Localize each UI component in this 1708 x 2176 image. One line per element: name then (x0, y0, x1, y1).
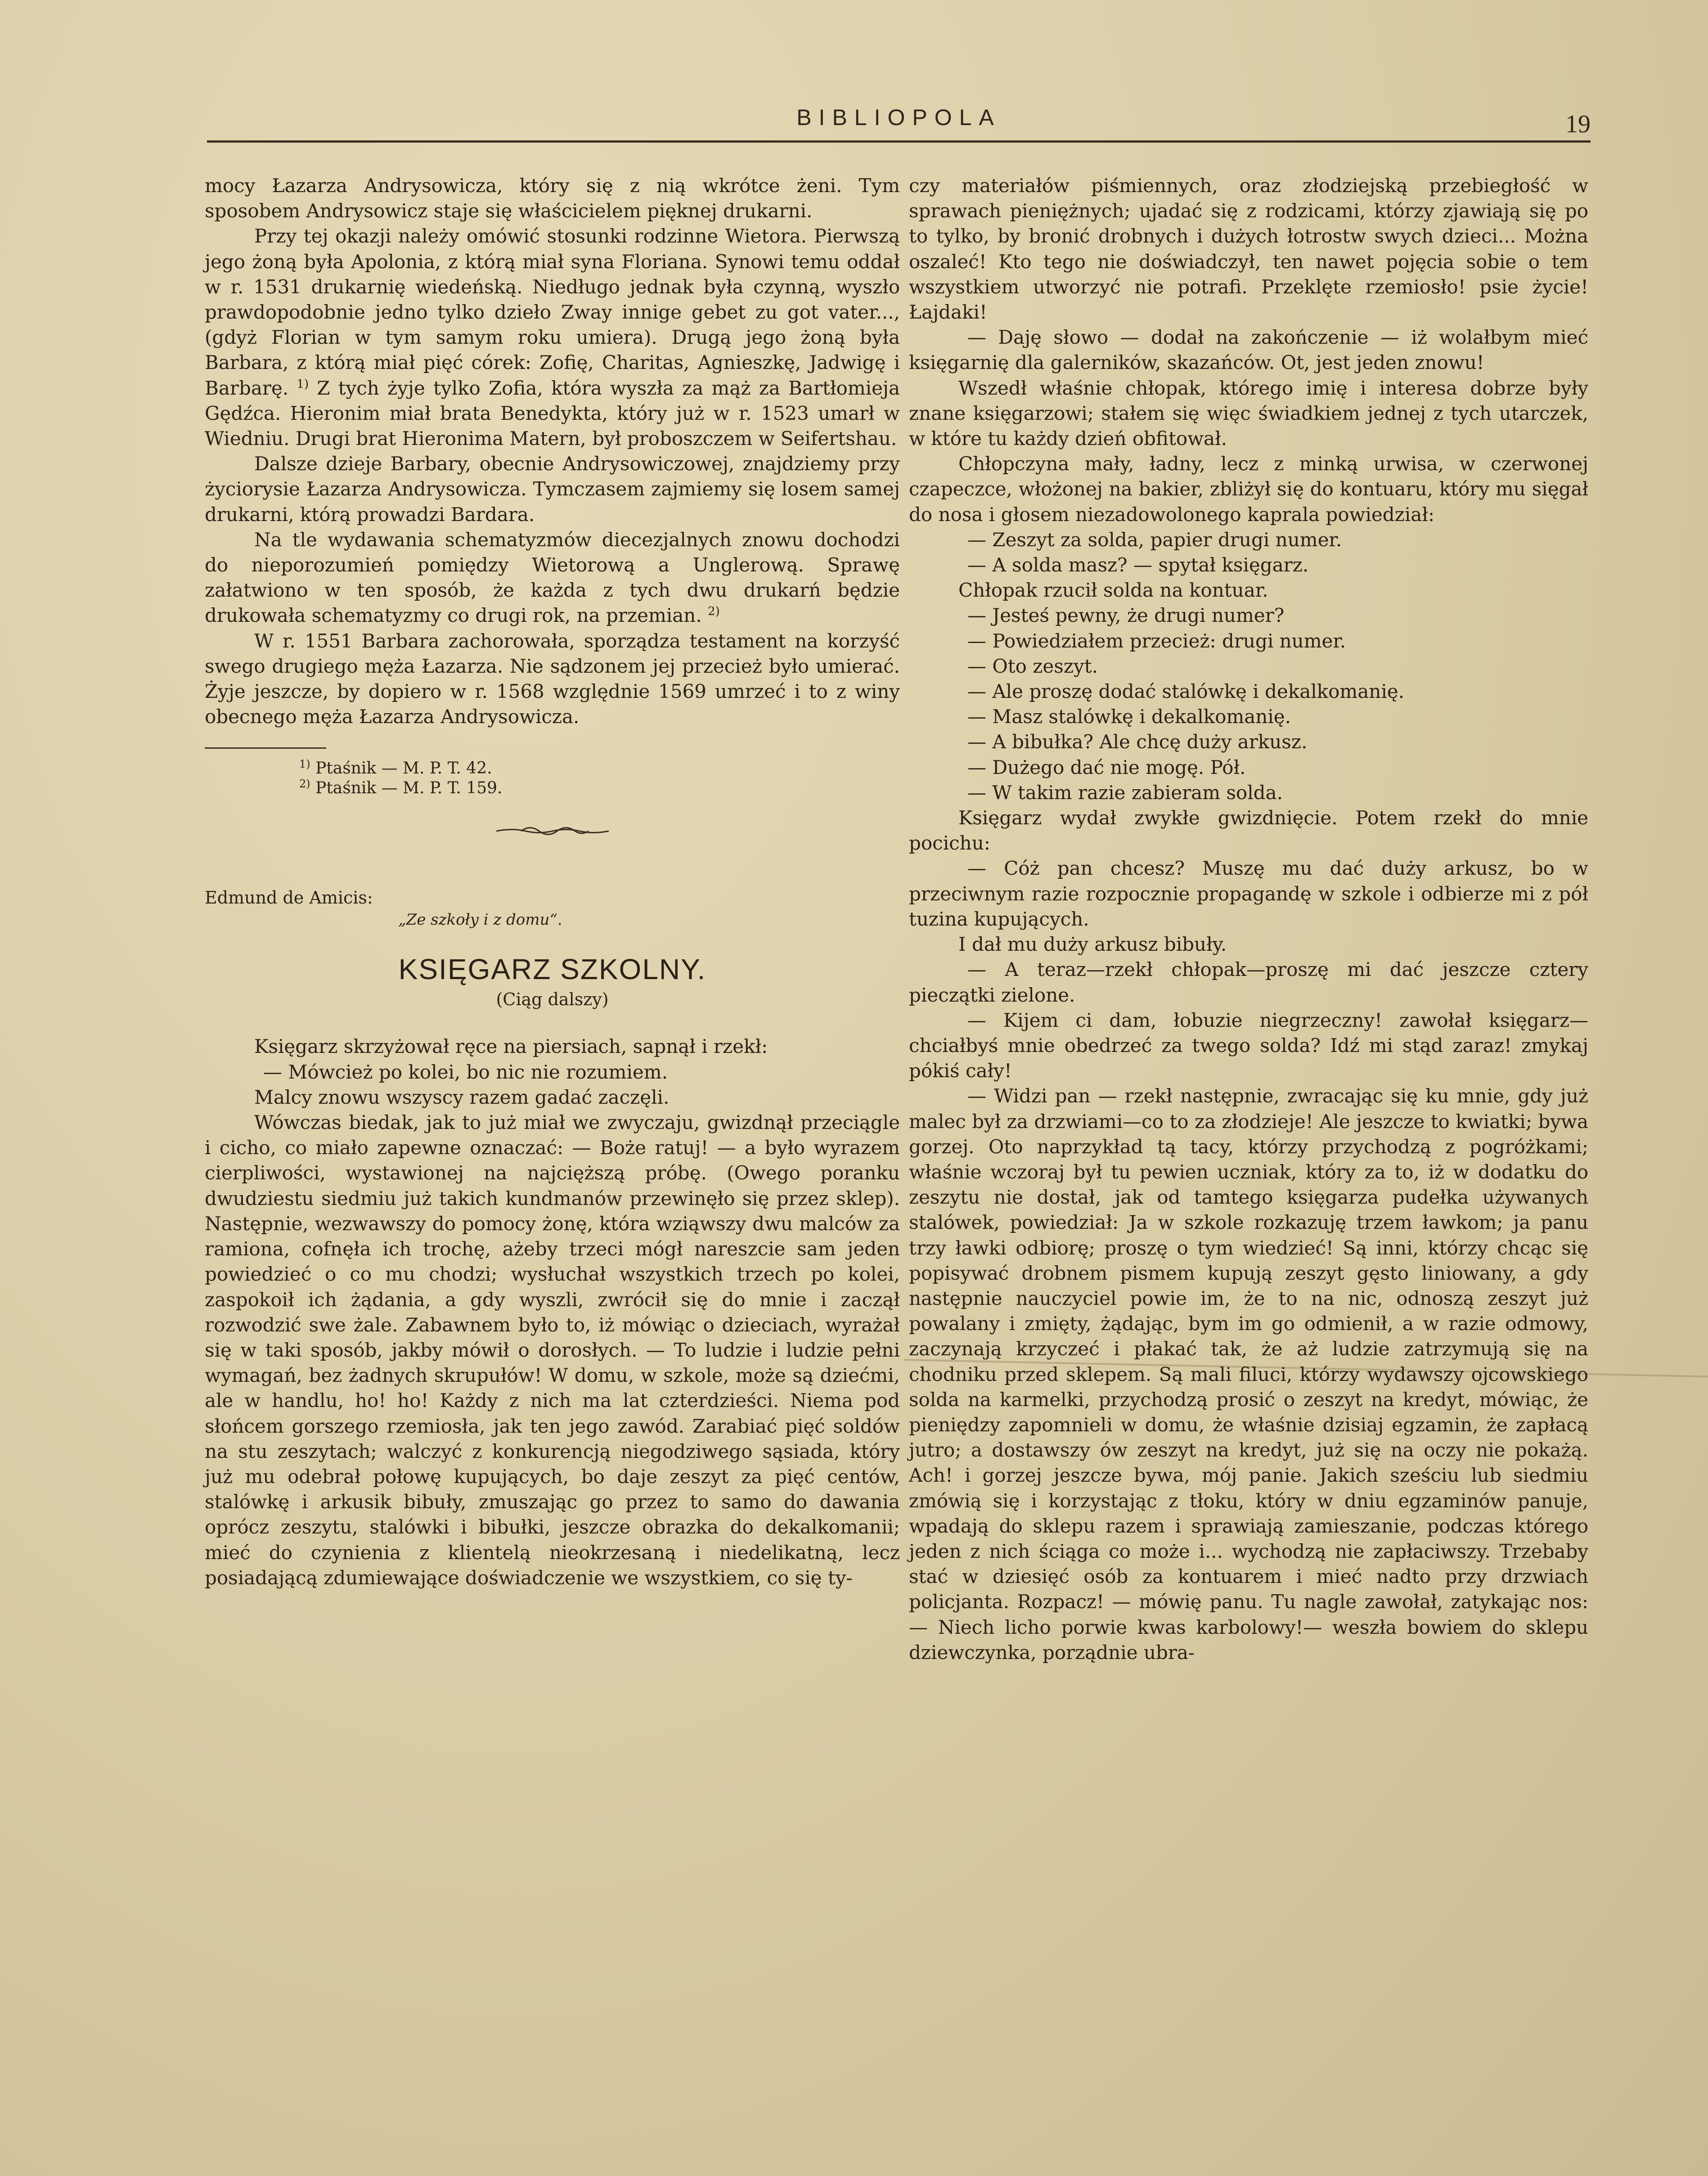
paragraph: Malcy znowu wszyscy razem gadać zaczęli. (254, 1086, 670, 1108)
footnote-ref: 2) (708, 605, 720, 619)
dialog-line: — Oto zeszyt. (967, 655, 1098, 677)
footnote-rule (205, 747, 326, 749)
dialog-line: — Dużego dać nie mogę. Pół. (967, 756, 1246, 778)
paragraph: Dalsze dzieje Barbary, obecnie Andrysowiczowej, znajdziemy przy życiorysie Łazarza Andrysowicza. Tymczasem zajmiemy się losem samej drukarni, którą prowadzi Bardara. (205, 453, 900, 526)
dialog-line: — Cóż pan chcesz? Muszę mu dać duży arkusz, bo w przeciwnym razie rozpocznie propagandę w szkole i odbierze mi z pół tuzina kupujących. (909, 857, 1588, 930)
page-header (207, 104, 1591, 145)
paragraph: Na tle wydawania schematyzmów diecezjalnych znowu dochodzi do nieporozumień pomiędzy Wietorową a Unglerową. Sprawę załatwiono w ten sposób, że każda z tych dwu drukarń będzie drukowała schematyzmy co drugi rok, na przemian. $^{2)}$ (205, 528, 900, 627)
dialog-line: — Masz stalówkę i dekalkomanię. (967, 706, 1291, 728)
paragraph: Wszedł właśnie chłopak, którego imię i interesa dobrze były znane księgarzowi; stałem się więc świadkiem jednej z tych utarczek, w które tu każdy dzień obfitował. (909, 377, 1588, 450)
footnote-ref: 1) (297, 377, 309, 391)
paragraph: mocy Łazarza Andrysowicza, który się z nią wkrótce żeni. Tym sposobem Andrysowicz staje się właścicielem pięknej drukarni. (205, 175, 900, 222)
ornament-icon (494, 820, 611, 842)
paragraph: Chłopczyna mały, ładny, lecz z minką urwisa, w czerwonej czapeczce, włożonej na bakier, zbliżył się do kontuaru, który mu sięgał do nosa i głosem niezadowolonego kaprala powiedział: (909, 453, 1588, 526)
article-subtitle: (Ciąg dalszy) (496, 989, 609, 1010)
dialog-line: — Ale proszę dodać stalówkę i dekalkomanię. (967, 680, 1404, 703)
dialog-line: — Kijem ci dam, łobuzie niegrzeczny! zawołał księgarz—chciałbyś mnie obedrzeć za twego solda? Idź mi stąd zaraz! zmykaj pókiś cały! (909, 1009, 1588, 1082)
header-rule (207, 140, 1591, 143)
dialog-line: — A teraz—rzekł chłopak—proszę mi dać jeszcze cztery pieczątki zielone. (909, 958, 1588, 1006)
dialog-line: — W takim razie zabieram solda. (967, 781, 1283, 804)
paragraph: I dał mu duży arkusz bibuły. (958, 933, 1227, 956)
work-title: „Ze szkoły i z domu“. (398, 911, 562, 929)
dialog-line: — Widzi pan — rzekł następnie, zwracając się ku mnie, gdy już malec był za drzwiami—co to za złodzieje! Ale jeszcze to kwiatki; bywa gorzej. Oto naprzykład tą tacy, którzy przychodzą z pogróżkami; właśnie wczoraj był tu pewien uczniak, który za to, iż w dodatku do zeszytu nie dostał, jak od tamtego księgarza pudełka używanych stalówek, powiedział: Ja w szkole rozkazuję trzem ławkom; ja panu trzy ławki odbiorę; proszę o tym wiedzieć! Są inni, którzy chcąc się popisywać drobnem pismem kupują zeszyt gęsto liniowany, a gdy następnie nauczyciel powie im, że to na nic, odnoszą zeszyt już powalany i zmięty, żądając, bym im go odmienił, a w razie odmowy, zaczynają krzyczeć i płakać tak, że aż ludzie zatrzymują się na chodniku przed sklepem. Są mali filuci, którzy wydawszy ojcowskiego solda na karmelki, przychodzą prosić o zeszyt na kredyt, mówiąc, że pieniędzy zapomnieli w domu, że właśnie dzisiaj egzamin, że zapłacą jutro; a dostawszy ów zeszyt na kredyt, już się na oczy nie pokażą. Ach! i gorzej jeszcze bywa, mój panie. Jakich sześciu lub siedmiu zmówią się i korzystając z tłoku, który w dniu egzaminów panuje, wpadają do sklepu razem i sprawiają zamieszanie, podczas którego jeden z nich ściąga co może i... wychodzą nie zapłaciwszy. Trzebaby stać w dziesięć osób za kontuarem i mieć nadto przy drzwiach policjanta. Rozpacz! — mówię panu. Tu nagle zawołał, zatykając nos: — Niech licho porwie kwas karbolowy!— weszła bowiem do sklepu dziewczynka, porządnie ubra- (909, 1085, 1588, 1663)
dialog-line: — Mówcież po kolei, bo nic nie rozumiem. (263, 1061, 668, 1083)
dialog-line: Chłopak rzucił solda na kontuar. (958, 579, 1268, 602)
dialog-line: — Zeszyt za solda, papier drugi numer. (967, 528, 1342, 551)
page-number: 19 (1565, 110, 1591, 138)
dialog-line: — Jesteś pewny, że drugi numer? (967, 604, 1285, 627)
dialog-line: — A bibułka? Ale chcę duży arkusz. (967, 731, 1308, 753)
paragraph: Przy tej okazji należy omówić stosunki rodzinne Wietora. Pierwszą jego żoną była Apolonia, z którą miał syna Floriana. Synowi temu oddał w r. 1531 drukarnię wiedeńską. Niedługo jednak była czynną, wyszło prawdopodobnie jedno tylko dzieło Zway innige gebet zu got vater..., (gdyż Florian w tym samym roku umiera). Drugą jego żoną była Barbara, z którą miał pięć córek: Zofię, Charitas, Agnieszkę, Jadwigę i Barbarę. $^{1)}$ Z tych żyje tylko Zofia, która wyszła za mąż za Bartłomieja Gędźca. Hieronim miał brata Benedykta, który już w r. 1523 umarł w Wiedniu. Drugi brat Hieronima Matern, był proboszczem w Seifertshau. (205, 225, 900, 450)
dialog-line: — A solda masz? — spytał księgarz. (967, 554, 1309, 576)
paragraph: Księgarz wydał zwykłe gwizdnięcie. Potem rzekł do mnie pocichu: (909, 807, 1588, 854)
paragraph: Księgarz skrzyżował ręce na piersiach, sapnął i rzekł: (254, 1035, 768, 1058)
footnote: $^{1)}$ Ptaśnik — M. P. T. 42. (299, 758, 492, 778)
right-column (909, 173, 1588, 1665)
article-title: KSIĘGARZ SZKOLNY. (398, 953, 706, 986)
paragraph: W r. 1551 Barbara zachorowała, sporządza testament na korzyść swego drugiego męża Łazarza. Nie sądzonem jej przecież było umierać. Żyje jeszcze, by dopiero w r. 1568 względnie 1569 umrzeć i to z winy obecnego męża Łazarza Andrysowicza. (205, 629, 900, 728)
running-head: BIBLIOPOLA (796, 105, 1001, 130)
footnote: $^{2)}$ Ptaśnik — M. P. T. 159. (299, 778, 503, 798)
author-byline: Edmund de Amicis: (205, 888, 373, 908)
left-column (205, 173, 900, 1591)
footnotes (205, 747, 900, 798)
paragraph: Wówczas biedak, jak to już miał we zwyczaju, gwizdnął przeciągle i cicho, co miało zapewne oznaczać: — Boże ratuj! — a było wyrazem cierpliwości, wystawionej na najcięższą próbę. (Owego poranku dwudziestu siedmiu już takich kundmanów przewinęło się przez sklep). Następnie, wezwawszy do pomocy żonę, która wziąwszy dwu malców za ramiona, cofnęła ich trochę, ażeby trzeci mógł nareszcie sam jeden powiedzieć o co mu chodzi; wysłuchał wszystkich trzech po kolei, zaspokoił ich żądania, a gdy wyszli, zwrócił się do mnie i zaczął rozwodzić swe żale. Zabawnem było to, iż mówiąc o dzieciach, wyrażał się w taki sposób, jakby mówił o dorosłych. — To ludzie i ludzie pełni wymagań, bez żadnych skrupułów! W domu, w szkole, może są dziećmi, ale w handlu, ho! ho! Każdy z nich ma lat czterdzieści. Niema pod słońcem gorszego rzemiosła, jak ten jego zawód. Zarabiać pięć soldów na stu zeszytach; walczyć z konkurencją niegodziwego sąsiada, który już mu odebrał połowę kupujących, bo daje zeszyt za pięć centów, stalówkę i arkusik bibuły, zmuszając go przez to samo do dawania oprócz zeszytu, stalówki i bibułki, jeszcze obrazka do dekalkomanii; mieć do czynienia z klientelą nieokrzesaną i niedelikatną, lecz posiadającą zdumiewające doświadczenie we wszystkiem, co się ty- (205, 1111, 900, 1589)
paragraph: — Daję słowo — dodał na zakończenie — iż wolałbym mieć księgarnię dla galerników, skazańców. Ot, jest jeden znowu! (909, 326, 1588, 374)
paragraph: czy materiałów piśmiennych, oraz złodziejską przebiegłość w sprawach pieniężnych; ujadać się z rodzicami, którzy zjawiają się po to tylko, by bronić drobnych i dużych łotrostw swych dzieci... Można oszaleć! Kto tego nie doświadczył, ten nawet pojęcia sobie o tem wszystkiem utworzyć nie potrafi. Przeklęte rzemiosło! psie życie! Łajdaki! (909, 175, 1588, 324)
dialog-line: — Powiedziałem przecież: drugi numer. (967, 629, 1346, 652)
ornament-divider (205, 820, 900, 847)
